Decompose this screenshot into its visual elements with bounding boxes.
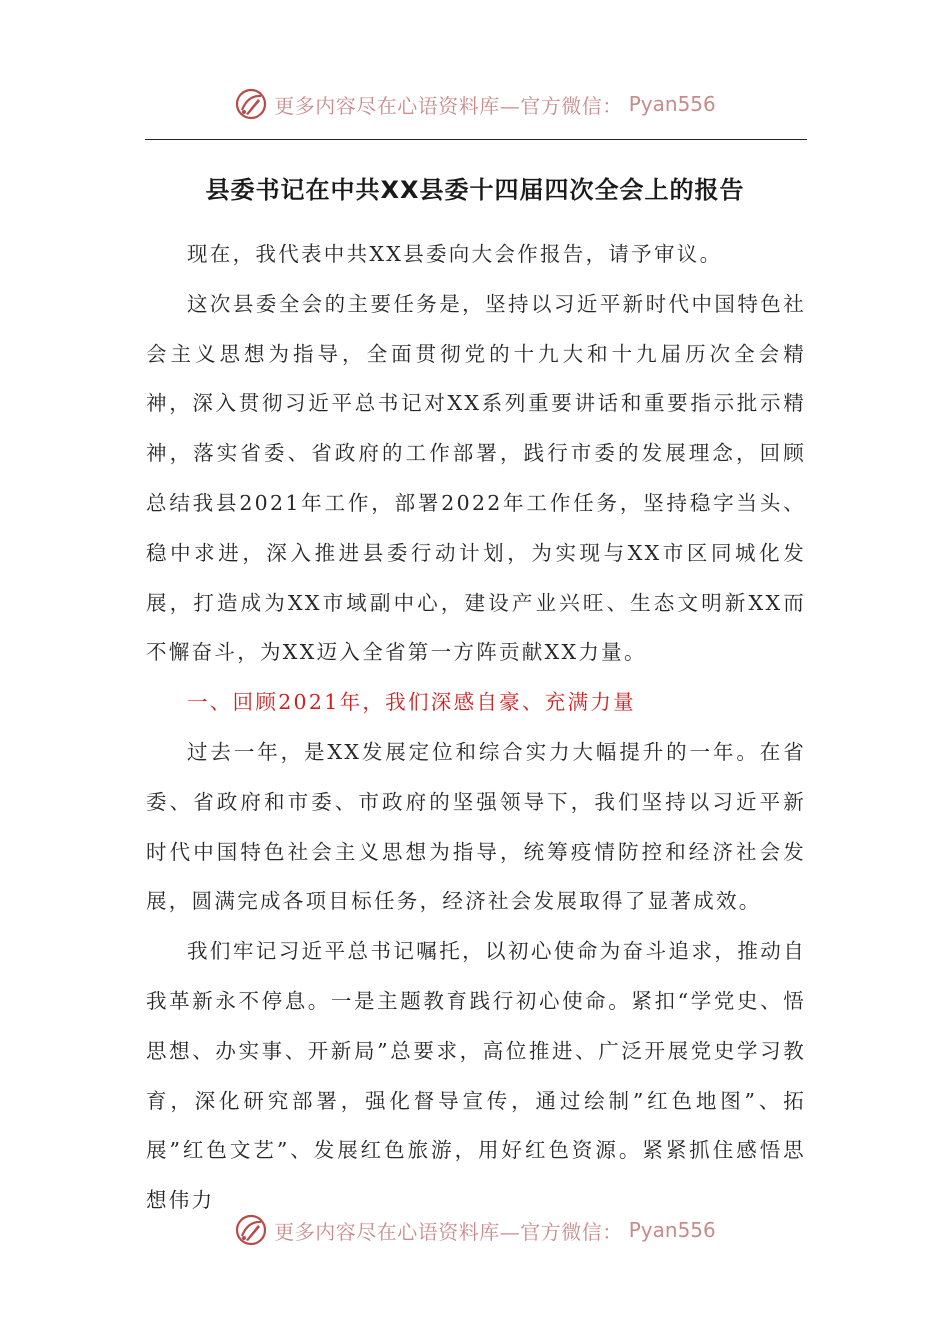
paragraph: 这次县委全会的主要任务是，坚持以习近平新时代中国特色社会主义思想为指导，全面贯彻党的十九大和十九届历次全会精神，深入贯彻习近平总书记对XX系列重要讲话和重要指示批示精神，落实省委、省政府的工作部署，践行市委的发展理念，回顾总结我县2021年工作，部署2022年工作任务，坚持稳字当头、稳中求进，深入推进县委行动计划，为实现与XX市区同城化发展，打造成为XX市域副中心，建设产业兴旺、生态文明新XX而不懈奋斗，为XX迈入全省第一方阵贡献XX力量。 [146,291,806,665]
banner-wechat-id: Pyan556 [628,92,716,116]
banner-text: 更多内容尽在心语资料库—官方微信： [274,93,623,118]
pen-swirl-logo-icon [234,87,268,121]
banner-wechat-id: Pyan556 [628,1218,716,1242]
header-banner [0,82,950,126]
document-body [146,230,806,1226]
document-title: 县委书记在中共XX县委十四届四次全会上的报告 [205,176,745,204]
paragraph: 现在，我代表中共XX县委向大会作报告，请予审议。 [187,242,723,266]
section-heading: 一、回顾2021年，我们深感自豪、充满力量 [187,690,636,715]
paragraph: 过去一年，是XX发展定位和综合实力大幅提升的一年。在省委、省政府和市委、市政府的坚强领导下，我们坚持以习近平新时代中国特色社会主义思想为指导，统筹疫情防控和经济社会发展，圆满完成各项目标任务，经济社会发展取得了显著成效。 [146,739,806,914]
pen-swirl-logo-icon [234,1213,268,1247]
banner-text: 更多内容尽在心语资料库—官方微信： [274,1219,623,1244]
header-rule [145,139,807,140]
paragraph: 我们牢记习近平总书记嘱托，以初心使命为奋斗追求，推动自我革新永不停息。一是主题教育践行初心使命。紧扣“学党史、悟思想、办实事、开新局”总要求，高位推进、广泛开展党史学习教育，深化研究部署，强化督导宣传，通过绘制”红色地图”、拓展”红色文艺”、发展红色旅游，用好红色资源。紧紧抓住感悟思想伟力 [146,939,806,1213]
footer-banner [0,1208,950,1252]
